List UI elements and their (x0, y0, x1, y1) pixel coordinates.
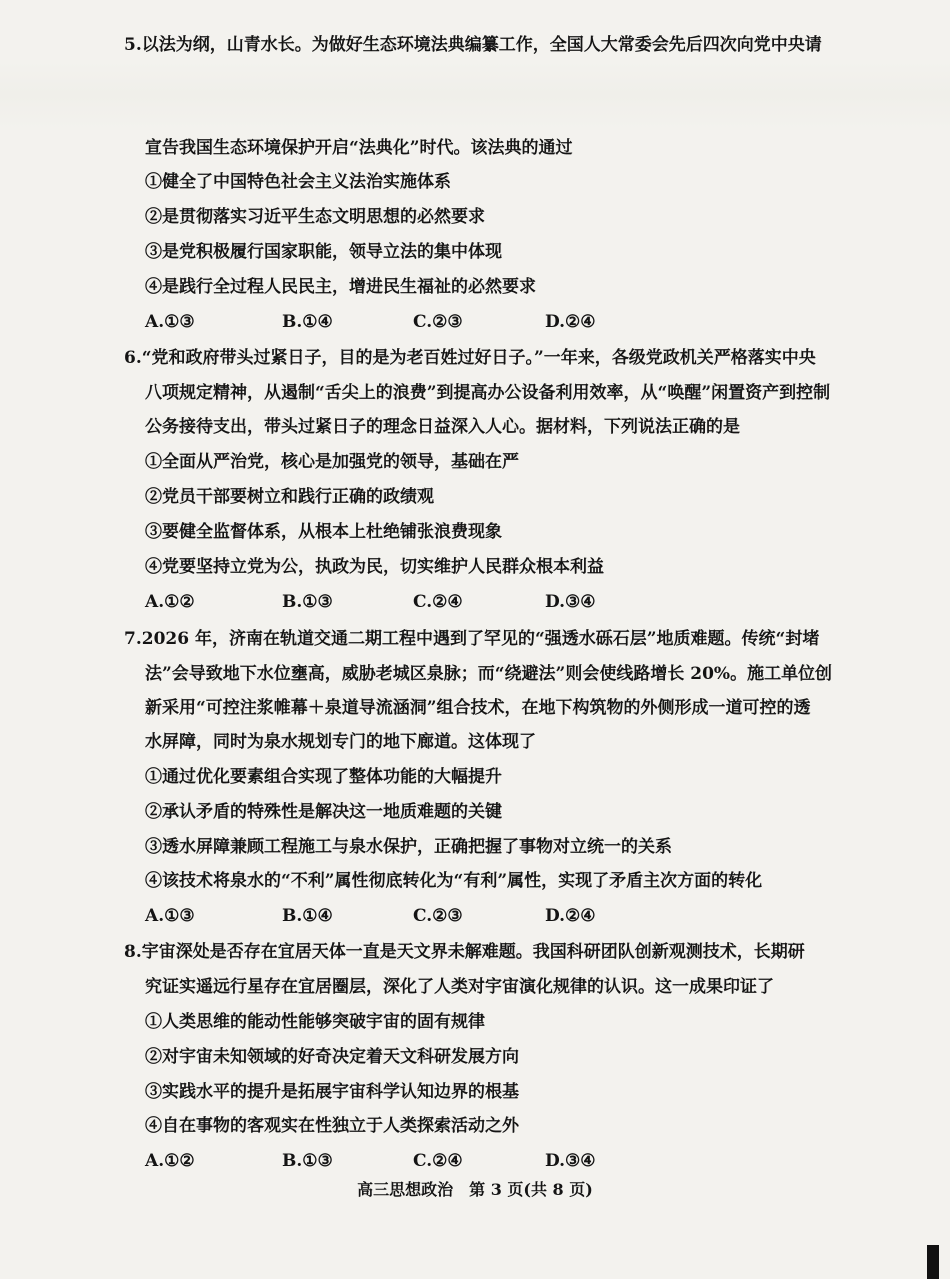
question-7-statement-2: ②承认矛盾的特殊性是解决这一地质难题的关键 (145, 802, 502, 822)
question-8-stem-line-2: 究证实遥远行星存在宜居圈层，深化了人类对宇宙演化规律的认识。这一成果印证了 (145, 977, 774, 997)
question-7-statement-1: ①通过优化要素组合实现了整体功能的大幅提升 (145, 767, 502, 787)
option-b: B.①③ (282, 1151, 333, 1171)
option-a: A.①② (145, 592, 195, 612)
question-6-options (145, 590, 765, 614)
option-c: C.②③ (413, 906, 463, 926)
option-c: C.②③ (413, 312, 463, 332)
question-6-stem-line-1: 6.“党和政府带头过紧日子，目的是为老百姓过好日子。”一年来，各级党政机关严格落实中央 (124, 348, 816, 368)
option-c: C.②④ (413, 1151, 463, 1171)
question-6-statement-3: ③要健全监督体系，从根本上杜绝铺张浪费现象 (145, 522, 502, 542)
question-7-stem-line-1: 7.2026 年，济南在轨道交通二期工程中遇到了罕见的“强透水砾石层”地质难题。传统“封堵 (124, 629, 820, 649)
question-8-statement-4: ④自在事物的客观实在性独立于人类探索活动之外 (145, 1116, 519, 1136)
question-7-stem-line-3: 新采用“可控注浆帷幕＋泉道导流涵洞”组合技术，在地下构筑物的外侧形成一道可控的透 (145, 698, 811, 718)
question-7-statement-3: ③透水屏障兼顾工程施工与泉水保护，正确把握了事物对立统一的关系 (145, 837, 672, 857)
question-6-stem-line-3: 公务接待支出，带头过紧日子的理念日益深入人心。据材料，下列说法正确的是 (145, 417, 740, 437)
option-b: B.①④ (282, 312, 333, 332)
option-a: A.①② (145, 1151, 195, 1171)
option-a: A.①③ (145, 312, 195, 332)
question-7-stem-line-2: 法”会导致地下水位壅高，威胁老城区泉脉；而“绕避法”则会使线路增长 20%。施工单位创 (145, 664, 833, 684)
option-a: A.①③ (145, 906, 195, 926)
question-5-statement-2: ②是贯彻落实习近平生态文明思想的必然要求 (145, 207, 485, 227)
option-d: D.③④ (545, 592, 596, 612)
question-5-statement-1: ①健全了中国特色社会主义法治实施体系 (145, 172, 451, 192)
question-8-stem-line-1: 8.宇宙深处是否存在宜居天体一直是天文界未解难题。我国科研团队创新观测技术，长期研 (124, 942, 805, 962)
question-8-statement-2: ②对宇宙未知领域的好奇决定着天文科研发展方向 (145, 1047, 519, 1067)
page-background-band (0, 60, 950, 130)
option-d: D.②④ (545, 312, 596, 332)
option-c: C.②④ (413, 592, 463, 612)
question-7-options (145, 904, 765, 928)
question-6-statement-2: ②党员干部要树立和践行正确的政绩观 (145, 487, 434, 507)
option-b: B.①③ (282, 592, 333, 612)
question-6-statement-4: ④党要坚持立党为公，执政为民，切实维护人民群众根本利益 (145, 557, 604, 577)
question-5-stem-line-1: 5.以法为纲，山青水长。为做好生态环境法典编纂工作，全国人大常委会先后四次向党中央请 (124, 35, 822, 55)
question-8-options (145, 1149, 765, 1173)
question-7-stem-line-4: 水屏障，同时为泉水规划专门的地下廊道。这体现了 (145, 732, 536, 752)
option-b: B.①④ (282, 906, 333, 926)
question-5-options (145, 310, 765, 334)
scan-edge-mark (927, 1245, 939, 1279)
question-5-statement-3: ③是党积极履行国家职能，领导立法的集中体现 (145, 242, 502, 262)
question-8-statement-3: ③实践水平的提升是拓展宇宙科学认知边界的根基 (145, 1082, 519, 1102)
option-d: D.②④ (545, 906, 596, 926)
question-8-statement-1: ①人类思维的能动性能够突破宇宙的固有规律 (145, 1012, 485, 1032)
question-7-statement-4: ④该技术将泉水的“不利”属性彻底转化为“有利”属性，实现了矛盾主次方面的转化 (145, 871, 763, 891)
question-6-statement-1: ①全面从严治党，核心是加强党的领导，基础在严 (145, 452, 519, 472)
page-footer: 高三思想政治 第 3 页(共 8 页) (357, 1180, 593, 1199)
question-6-stem-line-2: 八项规定精神，从遏制“舌尖上的浪费”到提高办公设备利用效率，从“唤醒”闲置资产到控制 (145, 383, 831, 403)
question-5-stem-line-2: 宣告我国生态环境保护开启“法典化”时代。该法典的通过 (145, 138, 573, 158)
question-5-statement-4: ④是践行全过程人民民主，增进民生福祉的必然要求 (145, 277, 536, 297)
option-d: D.③④ (545, 1151, 596, 1171)
